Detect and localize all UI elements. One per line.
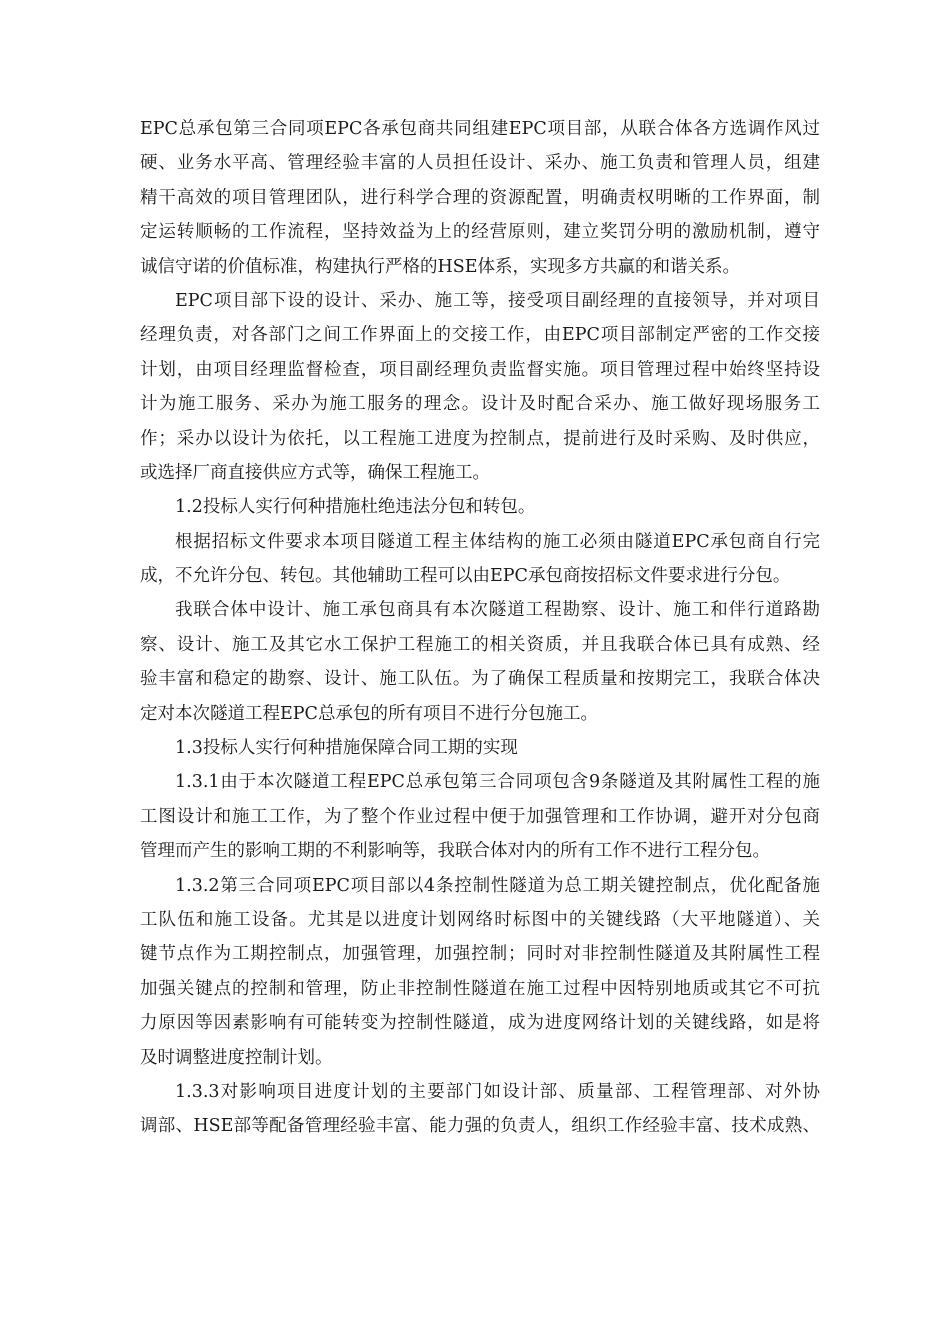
text-line: 1.3.1由于本次隧道工程EPC总承包第三合同项包含9条隧道及其附属性工程的施	[175, 772, 820, 793]
paragraph-1-3-3	[140, 1075, 820, 1144]
text-line: 或选择厂商直接供应方式等，确保工程施工。	[140, 462, 490, 483]
text-line: 加强关键点的控制和管理，防止非控制性隧道在施工过程中因特别地质或其它不可抗	[140, 978, 820, 999]
text-line: 诚信守诺的价值标准，构建执行严格的HSE体系，实现多方共赢的和谐关系。	[140, 256, 741, 277]
text-line: 根据招标文件要求本项目隧道工程主体结构的施工必须由隧道EPC承包商自行完	[175, 531, 820, 552]
text-line: 精干高效的项目管理团队，进行科学合理的资源配置，明确责权明晰的工作界面，制	[140, 187, 820, 208]
text-line: 经理负责，对各部门之间工作界面上的交接工作，由EPC项目部制定严密的工作交接	[140, 325, 820, 346]
paragraph-epc-team	[140, 112, 820, 284]
text-line: EPC项目部下设的设计、采办、施工等，接受项目副经理的直接领导，并对项目	[175, 290, 820, 311]
text-line: 1.3.3对影响项目进度计划的主要部门如设计部、质量部、工程管理部、对外协	[175, 1081, 820, 1102]
text-line: 及时调整进度控制计划。	[140, 1047, 333, 1068]
document-body	[140, 112, 820, 1144]
paragraph-1-3-1	[140, 765, 820, 868]
text-line: 调部、HSE部等配备管理经验丰富、能力强的负责人，组织工作经验丰富、技术成熟、	[140, 1116, 820, 1137]
paragraph-1-3-2	[140, 869, 820, 1075]
text-line: 作；采办以设计为依托，以工程施工进度为控制点，提前进行及时采购、及时供应，	[140, 428, 820, 449]
text-line: 键节点作为工期控制点，加强管理，加强控制；同时对非控制性隧道及其附属性工程	[140, 944, 820, 965]
text-line: 定对本次隧道工程EPC总承包的所有项目不进行分包施工。	[140, 703, 598, 724]
text-line: EPC总承包第三合同项EPC各承包商共同组建EPC项目部，从联合体各方选调作风过	[140, 119, 820, 139]
paragraph-consortium-qualification	[140, 593, 820, 731]
text-line: 计划，由项目经理监督检查，项目副经理负责监督实施。项目管理过程中始终坚持设	[140, 359, 820, 380]
text-line: 工队伍和施工设备。尤其是以进度计划网络时标图中的关键线路（大平地隧道）、关	[140, 909, 820, 930]
text-line: 力原因等因素影响有可能转变为控制性隧道，成为进度网络计划的关键线路，如是将	[140, 1013, 820, 1034]
text-line: 我联合体中设计、施工承包商具有本次隧道工程勘察、设计、施工和伴行道路勘	[175, 600, 820, 621]
section-heading-1-2: 1.2投标人实行何种措施杜绝违法分包和转包。	[175, 497, 536, 518]
text-line: 工图设计和施工工作，为了整个作业过程中便于加强管理和工作协调，避开对分包商	[140, 806, 820, 827]
text-line: 1.3.2第三合同项EPC项目部以4条控制性隧道为总工期关键控制点，优化配备施	[175, 875, 820, 896]
text-line: 硬、业务水平高、管理经验丰富的人员担任设计、采办、施工负责和管理人员，组建	[140, 153, 820, 174]
text-line: 验丰富和稳定的勘察、设计、施工队伍。为了确保工程质量和按期完工，我联合体决	[140, 669, 820, 690]
text-line: 定运转顺畅的工作流程，坚持效益为上的经营原则，建立奖罚分明的激励机制，遵守	[140, 222, 820, 243]
text-line: 管理而产生的影响工期的不利影响等，我联合体对内的所有工作不进行工程分包。	[140, 841, 770, 862]
text-line: 计为施工服务、采办为施工服务的理念。设计及时配合采办、施工做好现场服务工	[140, 394, 820, 415]
text-line: 察、设计、施工及其它水工保护工程施工的相关资质，并且我联合体已具有成熟、经	[140, 634, 820, 655]
paragraph-epc-departments	[140, 284, 820, 490]
paragraph-no-subcontract	[140, 525, 820, 594]
section-heading-1-3: 1.3投标人实行何种措施保障合同工期的实现	[175, 738, 518, 759]
text-line: 成，不允许分包、转包。其他辅助工程可以由EPC承包商按招标文件要求进行分包。	[140, 566, 791, 587]
